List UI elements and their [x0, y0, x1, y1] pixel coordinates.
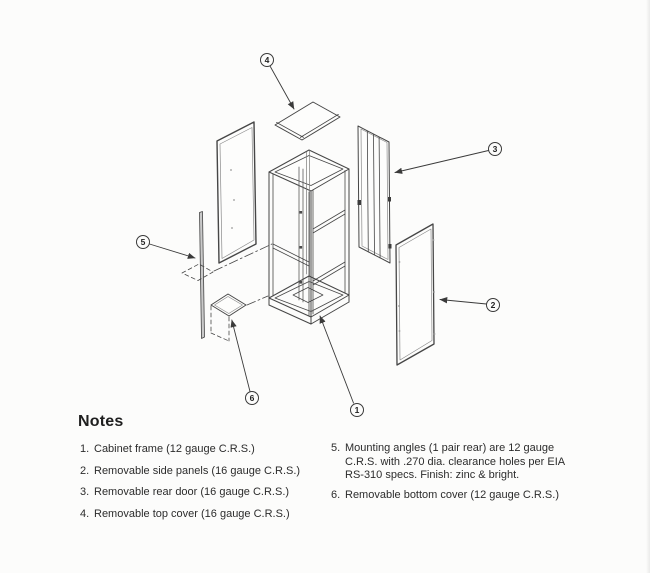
note-text: Removable bottom cover (12 gauge C.R.S.) [345, 488, 559, 501]
bottom-cover [211, 294, 268, 341]
note-number: 1. [80, 443, 90, 455]
note-item-1 [80, 443, 330, 457]
note-item-2 [80, 465, 330, 479]
callout-5-number: 5 [140, 237, 146, 247]
note-number: 2. [80, 464, 90, 477]
note-item-3 [80, 486, 330, 500]
note-number: 4. [80, 507, 90, 520]
note-number: 5. [331, 442, 341, 454]
callout-6-number: 6 [249, 393, 255, 403]
door-latch [358, 200, 362, 205]
callout-1-number: 1 [354, 405, 360, 415]
note-text: Removable top cover (16 gauge C.R.S.) [94, 507, 290, 520]
side-panel-right [396, 224, 435, 365]
note-text: Removable rear door (16 gauge C.R.S.) [94, 486, 290, 498]
note-number: 6. [331, 488, 341, 501]
notes-heading: Notes [78, 413, 124, 430]
door-hinge-lower [389, 244, 392, 249]
callout-4 [261, 54, 274, 67]
note-text: Cabinet frame (12 gauge C.R.S.) [94, 443, 255, 455]
side-panel-left [217, 122, 256, 263]
note-text: Mounting angles (1 pair rear) are 12 gauge C.R.S. with .270 dia. clearance holes per EIA RS-310 specs. Finish: zinc & bright. [345, 442, 565, 481]
callout-3 [489, 143, 502, 156]
note-text: Removable side panels (16 gauge C.R.S.) [94, 464, 301, 477]
callout-1 [351, 404, 364, 417]
note-item-5 [331, 442, 583, 483]
rear-door [358, 126, 392, 263]
callout-4-number: 4 [264, 55, 270, 65]
note-item-4 [80, 508, 330, 522]
note-number: 3. [80, 486, 90, 498]
callout-6 [246, 392, 259, 405]
callout-2 [487, 299, 500, 312]
notes-list-left [80, 443, 330, 529]
top-cover [275, 102, 340, 140]
mounting-angle [200, 212, 205, 339]
door-hinge-upper [388, 197, 391, 202]
callout-3-number: 3 [492, 144, 498, 154]
callout-5 [137, 236, 150, 249]
callout-2-number: 2 [490, 300, 496, 310]
note-item-6 [331, 489, 583, 503]
cabinet-frame [269, 150, 349, 324]
notes-list-right [331, 442, 583, 508]
